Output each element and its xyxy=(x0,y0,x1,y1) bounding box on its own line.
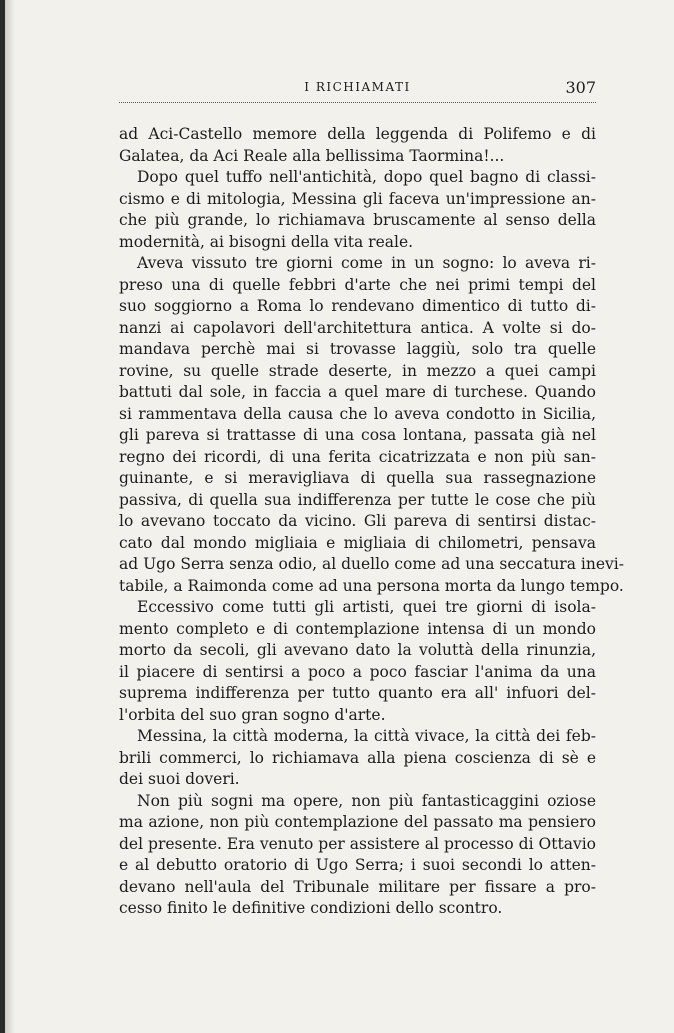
text-line: dei suoi doveri. xyxy=(119,770,240,788)
text-line: mento completo e di contemplazione intensa di un mondo xyxy=(119,619,596,638)
body-text xyxy=(119,124,624,920)
text-line: brili commerci, lo richiamava alla piena coscienza di sè e xyxy=(119,748,596,767)
text-line: tabile, a Raimonda come ad una persona morta da lungo tempo. xyxy=(119,576,624,595)
running-title: I RICHIAMATI xyxy=(304,80,411,94)
text-line: suo soggiorno a Roma lo rendevano dimentico di tutto di- xyxy=(119,297,596,315)
text-line: Non più sogni ma opere, non più fantasticaggini oziose xyxy=(137,791,596,810)
text-line: Dopo quel tuffo nell'antichità, dopo quel bagno di classi- xyxy=(137,168,596,186)
text-line: devano nell'aula del Tribunale militare per fissare a pro- xyxy=(119,877,596,896)
text-line: si rammentava della causa che lo aveva condotto in Sicilia, xyxy=(119,404,596,423)
text-line: ad Ugo Serra senza odio, al duello come ad una seccatura inevi- xyxy=(119,555,624,573)
text-line: ad Aci-Castello memore della leggenda di Polifemo e di xyxy=(119,125,596,143)
text-line: gli pareva si trattasse di una cosa lontana, passata già nel xyxy=(119,426,596,444)
text-line: morto da secoli, gli avevano dato la voluttà della rinunzia, xyxy=(119,641,596,659)
text-line: e al debutto oratorio di Ugo Serra; i suoi secondi lo atten- xyxy=(119,856,596,874)
text-line: cesso finito le definitive condizioni dello scontro. xyxy=(119,899,503,917)
text-line: l'orbita del suo gran sogno d'arte. xyxy=(119,705,386,724)
text-line: battuti dal sole, in faccia a quel mare di turchese. Quando xyxy=(119,383,596,401)
text-line: cismo e di mitologia, Messina gli faceva un'impressione an- xyxy=(119,189,596,208)
page-binding-shadow xyxy=(5,0,15,1033)
text-line: preso una di quelle febbri d'arte che nei primi tempi del xyxy=(119,275,596,294)
text-line: passiva, di quella sua indifferenza per tutte le cose che più xyxy=(119,490,596,509)
running-header xyxy=(119,78,596,102)
header-rule xyxy=(119,102,596,103)
text-line: il piacere di sentirsi a poco a poco fasciar l'anima da una xyxy=(119,662,596,681)
text-line: Aveva vissuto tre giorni come in un sogno: lo aveva ri- xyxy=(137,254,596,272)
text-line: Eccessivo come tutti gli artisti, quei tre giorni di isola- xyxy=(137,598,596,616)
text-line: del presente. Era venuto per assistere al processo di Ottavio xyxy=(119,834,596,853)
text-line: ma azione, non più contemplazione del passato ma pensiero xyxy=(119,813,596,831)
text-line: modernità, ai bisogni della vita reale. xyxy=(119,232,414,251)
page-number: 307 xyxy=(565,78,596,97)
text-line: Galatea, da Aci Reale alla bellissima Taormina!... xyxy=(119,146,505,165)
text-line: mandava perchè mai si trovasse laggiù, solo tra quelle xyxy=(119,340,596,358)
text-line: nanzi ai capolavori dell'architettura antica. A volte si do- xyxy=(119,318,596,337)
text-line: che più grande, lo richiamava bruscamente al senso della xyxy=(119,211,596,229)
text-line: regno dei ricordi, di una ferita cicatrizzata e non più san- xyxy=(119,447,596,466)
text-line: cato dal mondo migliaia e migliaia di chilometri, pensava xyxy=(119,533,596,552)
text-line: rovine, su quelle strade deserte, in mezzo a quei campi xyxy=(119,361,596,380)
text-line: lo avevano toccato da vicino. Gli pareva di sentirsi distac- xyxy=(119,512,596,530)
text-line: suprema indifferenza per tutto quanto era all' infuori del- xyxy=(119,684,596,702)
text-line: guinante, e si meravigliava di quella sua rassegnazione xyxy=(119,469,596,487)
text-line: Messina, la città moderna, la città vivace, la città dei feb- xyxy=(137,727,596,745)
